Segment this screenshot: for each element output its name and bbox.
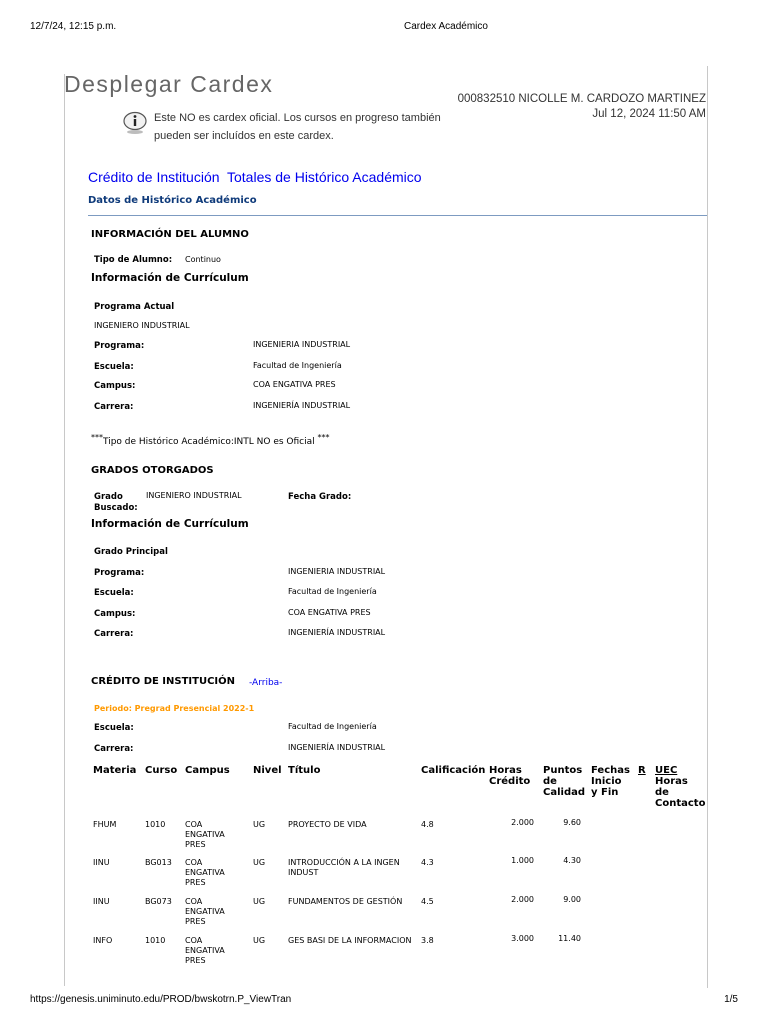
programa-actual-label: Programa Actual (94, 302, 175, 312)
programa-actual-value: INGENIERO INDUSTRIAL (94, 321, 190, 330)
grado-buscado-label-2: Buscado: (94, 503, 138, 513)
tipo-alumno-label: Tipo de Alumno: (94, 255, 173, 265)
cell-campus-line: COA (185, 820, 203, 829)
page-title: Desplegar Cardex (64, 71, 274, 97)
tipo-historico-line (91, 433, 330, 447)
cell-campus-line: COA (185, 936, 203, 945)
th-curso: Curso (145, 765, 178, 776)
cell-campus-line: PRES (185, 917, 206, 926)
link-totales-historico[interactable]: Totales de Histórico Académico (227, 169, 422, 185)
credito-carrera-value: INGENIERÍA INDUSTRIAL (288, 743, 386, 752)
cell-campus-line: PRES (185, 956, 206, 965)
grados-programa-label: Programa: (94, 568, 145, 578)
periodo-label: Periodo: Pregrad Presencial 2022-1 (94, 704, 255, 713)
escuela-label: Escuela: (94, 362, 134, 372)
grado-buscado-value: INGENIERO INDUSTRIAL (146, 491, 242, 500)
cell-puntos: 11.40 (558, 934, 581, 943)
cell-curso: BG073 (145, 897, 172, 906)
print-doc-title: Cardex Académico (404, 21, 488, 32)
escuela-value: Facultad de Ingeniería (253, 361, 342, 370)
cell-campus-line: ENGATIVA (185, 907, 225, 916)
th-nivel: Nivel (253, 765, 282, 776)
carrera-label: Carrera: (94, 402, 134, 412)
cell-campus-line: ENGATIVA (185, 868, 225, 877)
cell-titulo-line: PROYECTO DE VIDA (288, 820, 367, 829)
cell-materia: IINU (93, 858, 110, 867)
programa-label: Programa: (94, 341, 145, 351)
cell-calificacion: 4.3 (421, 858, 434, 867)
cell-titulo (288, 897, 402, 907)
cell-nivel: UG (253, 936, 266, 945)
divider (88, 215, 707, 216)
cell-calificacion: 3.8 (421, 936, 434, 945)
info-icon (122, 111, 148, 139)
credito-heading: CRÉDITO DE INSTITUCIÓN (91, 676, 236, 687)
cell-titulo (288, 820, 367, 830)
cell-materia: INFO (93, 936, 113, 945)
grado-principal-label: Grado Principal (94, 547, 168, 557)
th-puntos-line: Puntos (543, 765, 583, 776)
cell-nivel: UG (253, 897, 266, 906)
grados-escuela-value: Facultad de Ingeniería (288, 587, 377, 596)
th-horas-credito-line: Crédito (489, 776, 531, 787)
cell-puntos: 9.00 (563, 895, 581, 904)
cell-campus-line: COA (185, 897, 203, 906)
cell-titulo-line: FUNDAMENTOS DE GESTIÓN (288, 897, 403, 906)
cell-calificacion: 4.5 (421, 897, 434, 906)
cell-horas: 2.000 (511, 895, 534, 904)
grados-carrera-value: INGENIERÍA INDUSTRIAL (288, 628, 386, 637)
print-url: https://genesis.uniminuto.edu/PROD/bwskotrn.P_ViewTran (30, 994, 292, 1005)
cell-titulo (288, 936, 412, 946)
link-credito-institucion[interactable]: Crédito de Institución (88, 169, 220, 185)
programa-value: INGENIERIA INDUSTRIAL (253, 340, 351, 349)
cell-horas: 1.000 (511, 856, 534, 865)
cell-curso: BG013 (145, 858, 172, 867)
cell-nivel: UG (253, 858, 266, 867)
cell-curso: 1010 (145, 820, 166, 829)
th-puntos-calidad (543, 765, 585, 798)
grado-buscado-label-1: Grado (94, 492, 123, 502)
cell-campus (185, 936, 225, 966)
student-report-datetime: Jul 12, 2024 11:50 AM (592, 108, 706, 120)
cell-curso: 1010 (145, 936, 166, 945)
info-alumno-heading: INFORMACIÓN DEL ALUMNO (91, 229, 249, 240)
notice-line-2: pueden ser incluídos en este cardex. (154, 130, 334, 142)
credito-carrera-label: Carrera: (94, 744, 134, 754)
print-datetime: 12/7/24, 12:15 p.m. (30, 21, 117, 32)
th-materia: Materia (93, 765, 137, 776)
credito-escuela-value: Facultad de Ingeniería (288, 722, 377, 731)
th-calificacion: Calificación (421, 765, 486, 776)
tipo-alumno-value: Continuo (185, 255, 221, 264)
cell-campus-line: PRES (185, 840, 206, 849)
print-page-number: 1/5 (724, 994, 738, 1005)
th-puntos-line: Calidad (543, 787, 586, 798)
cell-puntos: 4.30 (563, 856, 581, 865)
cell-campus (185, 820, 225, 850)
cell-nivel: UG (253, 820, 266, 829)
cell-horas: 3.000 (511, 934, 534, 943)
cell-puntos: 9.60 (563, 818, 581, 827)
cell-titulo-line: INTRODUCCIÓN A LA INGEN (288, 858, 400, 867)
grados-carrera-label: Carrera: (94, 629, 134, 639)
grados-campus-label: Campus: (94, 609, 136, 619)
campus-label: Campus: (94, 381, 136, 391)
th-fechas-line: Inicio (591, 776, 622, 787)
grados-escuela-label: Escuela: (94, 588, 134, 598)
cell-horas: 2.000 (511, 818, 534, 827)
cell-campus-line: ENGATIVA (185, 946, 225, 955)
th-fechas (591, 765, 630, 798)
cell-campus-line: PRES (185, 878, 206, 887)
frame-left-border (64, 74, 65, 986)
stars-right: *** (317, 433, 330, 442)
th-fechas-line: y Fin (591, 787, 619, 798)
th-fechas-line: Fechas (591, 765, 630, 776)
notice-line-1: Este NO es cardex oficial. Los cursos en progreso también (154, 112, 441, 124)
cell-calificacion: 4.8 (421, 820, 434, 829)
stars-left: *** (91, 433, 103, 442)
th-uec-line: de (655, 787, 669, 798)
cell-campus (185, 897, 225, 927)
campus-value: COA ENGATIVA PRES (253, 380, 336, 389)
th-campus: Campus (185, 765, 230, 776)
th-uec-line: Horas (655, 776, 688, 787)
fecha-grado-label: Fecha Grado: (288, 492, 352, 502)
th-horas-credito (489, 765, 530, 787)
student-id-name: 000832510 NICOLLE M. CARDOZO MARTINEZ (457, 93, 706, 105)
curriculum-heading: Información de Currículum (91, 272, 249, 284)
cell-campus-line: COA (185, 858, 203, 867)
grados-curriculum-heading: Información de Currículum (91, 518, 249, 530)
grados-campus-value: COA ENGATIVA PRES (288, 608, 371, 617)
th-uec (655, 765, 705, 809)
arriba-link[interactable]: -Arriba- (249, 678, 283, 688)
th-uec-line: Contacto (655, 798, 706, 809)
th-puntos-line: de (543, 776, 557, 787)
cell-materia: IINU (93, 897, 110, 906)
section-title: Datos de Histórico Académico (88, 195, 257, 206)
grados-programa-value: INGENIERIA INDUSTRIAL (288, 567, 386, 576)
th-titulo: Título (288, 765, 321, 776)
cell-materia: FHUM (93, 820, 117, 829)
cell-campus (185, 858, 225, 888)
tipo-historico-text: Tipo de Histórico Académico:INTL NO es Oficial (103, 437, 315, 447)
th-r: R (638, 765, 646, 776)
cell-titulo-line: INDUST (288, 868, 319, 877)
frame-right-border (707, 66, 708, 988)
cell-titulo-line: GES BASI DE LA INFORMACION (288, 936, 412, 945)
carrera-value: INGENIERÍA INDUSTRIAL (253, 401, 351, 410)
grados-heading: GRADOS OTORGADOS (91, 465, 214, 476)
cell-campus-line: ENGATIVA (185, 830, 225, 839)
cell-titulo (288, 858, 400, 878)
credito-escuela-label: Escuela: (94, 723, 134, 733)
th-uec-line: UEC (655, 765, 678, 776)
th-horas-credito-line: Horas (489, 765, 522, 776)
